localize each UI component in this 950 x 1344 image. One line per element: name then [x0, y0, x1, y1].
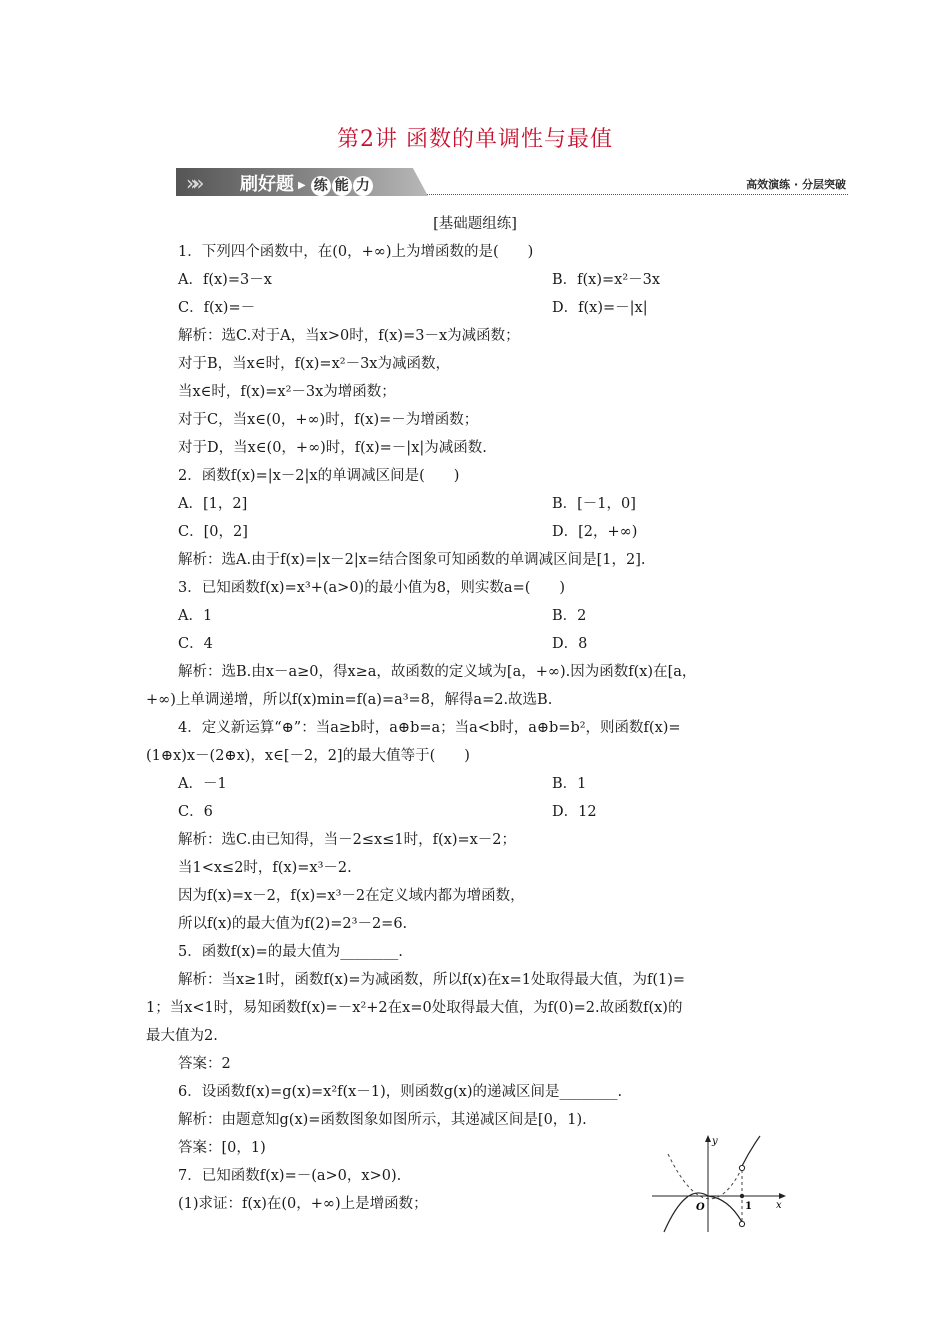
tick-label: 1 [745, 1201, 752, 1212]
solution-line: 1；当x<1时，易知函数f(x)=－x²+2在x=0处取得最大值，为f(0)=2.故函数f(x)的 [146, 1000, 683, 1016]
option-b: B．1 [552, 776, 587, 792]
answer-line: 答案：2 [178, 1056, 231, 1072]
option-b: B．f(x)=x²－3x [552, 272, 661, 288]
chevron-icon: »» [186, 171, 199, 195]
option-d: D．f(x)=－|x| [552, 300, 648, 316]
solution-line: 对于C，当x∈(0，+∞)时，f(x)=－为增函数； [178, 412, 479, 428]
y-axis-label: y [712, 1136, 718, 1147]
dashed-curve [668, 1154, 742, 1199]
solution-line: 解析：选C.对于A，当x>0时，f(x)=3－x为减函数； [178, 328, 520, 344]
banner-circled-char: 练 [311, 176, 331, 196]
banner-circled-char: 能 [332, 176, 352, 196]
question-line: (1⊕x)x－(2⊕x)，x∈[－2，2]的最大值等于( ) [146, 748, 470, 764]
option-d: D．8 [552, 636, 588, 652]
option-c: C．6 [178, 804, 213, 820]
question-line: 5．函数f(x)=的最大值为________. [178, 944, 403, 960]
option-a: A．1 [178, 608, 213, 624]
option-c: C．f(x)=－ [178, 300, 256, 316]
question-line: 2．函数f(x)=|x－2|x的单调减区间是( ) [178, 468, 460, 484]
curve-middle [708, 1196, 742, 1222]
solution-line: 解析：由题意知g(x)=函数图象如图所示，其递减区间是[0，1). [178, 1112, 587, 1128]
option-b: B．[－1，0] [552, 496, 636, 512]
question-line: 1．下列四个函数中，在(0，+∞)上为增函数的是( ) [178, 244, 534, 260]
question-line: 7．已知函数f(x)=－(a>0，x>0). [178, 1168, 402, 1184]
section-banner [176, 168, 848, 198]
question-line: 3．已知函数f(x)=x³+(a>0)的最小值为8，则实数a=( ) [178, 580, 566, 596]
solution-line: 解析：当x≥1时，函数f(x)=为减函数，所以f(x)在x=1处取得最大值，为f(1)= [178, 972, 686, 988]
solution-line: 当1<x≤2时，f(x)=x³－2. [178, 860, 352, 876]
filled-point [740, 1194, 744, 1198]
solution-line: 对于D，当x∈(0，+∞)时，f(x)=－|x|为减函数. [178, 440, 487, 456]
question-line: 4．定义新运算“⊕”：当a≥b时，a⊕b=a；当a<b时，a⊕b=b²，则函数f(x)= [178, 720, 681, 736]
banner-circled-char: 力 [353, 176, 373, 196]
option-a: A．[1，2] [178, 496, 248, 512]
solution-line: 所以f(x)的最大值为f(2)=2³－2=6. [178, 916, 408, 932]
y-axis-arrow-icon [705, 1135, 711, 1142]
x-axis-label: x [776, 1200, 782, 1211]
question-line: 6．设函数f(x)=g(x)=x²f(x－1)，则函数g(x)的递减区间是________. [178, 1084, 623, 1100]
page-title: 第2讲 函数的单调性与最值 [337, 127, 613, 152]
solution-line: 因为f(x)=x－2，f(x)=x³－2在定义域内都为增函数， [178, 888, 525, 904]
option-d: D．[2，+∞) [552, 524, 638, 540]
option-a: A．－1 [178, 776, 227, 792]
option-c: C．[0，2] [178, 524, 248, 540]
function-graph [650, 1132, 790, 1234]
option-c: C．4 [178, 636, 213, 652]
banner-right-text: 高效演练 · 分层突破 [746, 178, 846, 191]
open-point [739, 1221, 744, 1226]
solution-line: 解析：选B.由x－a≥0，得x≥a，故函数的定义域为[a，+∞).因为函数f(x)在[a， [178, 664, 697, 680]
banner-dot-icon: ▶ [298, 179, 306, 191]
banner-label [240, 170, 373, 196]
x-axis-arrow-icon [779, 1193, 786, 1199]
solution-line: 解析：选C.由已知得，当－2≤x≤1时，f(x)=x－2； [178, 832, 517, 848]
solution-line: 当x∈时，f(x)=x²－3x为增函数； [178, 384, 396, 400]
solution-line: 最大值为2. [146, 1028, 218, 1044]
option-d: D．12 [552, 804, 597, 820]
question-line: (1)求证：f(x)在(0，+∞)上是增函数； [178, 1196, 428, 1212]
curve-right [742, 1136, 760, 1166]
solution-line: 对于B，当x∈时，f(x)=x²－3x为减函数， [178, 356, 450, 372]
answer-line: 答案：[0，1) [178, 1140, 266, 1156]
banner-label-a: 刷好题 [240, 174, 294, 195]
open-point [739, 1165, 744, 1170]
origin-label: O [696, 1202, 705, 1213]
section-heading: [基础题组练] [433, 216, 517, 232]
option-a: A．f(x)=3－x [178, 272, 272, 288]
option-b: B．2 [552, 608, 587, 624]
solution-line: 解析：选A.由于f(x)=|x－2|x=结合图象可知函数的单调减区间是[1，2]. [178, 552, 646, 568]
solution-line: +∞)上单调递增，所以f(x)min=f(a)=a³=8，解得a=2.故选B. [146, 692, 553, 708]
